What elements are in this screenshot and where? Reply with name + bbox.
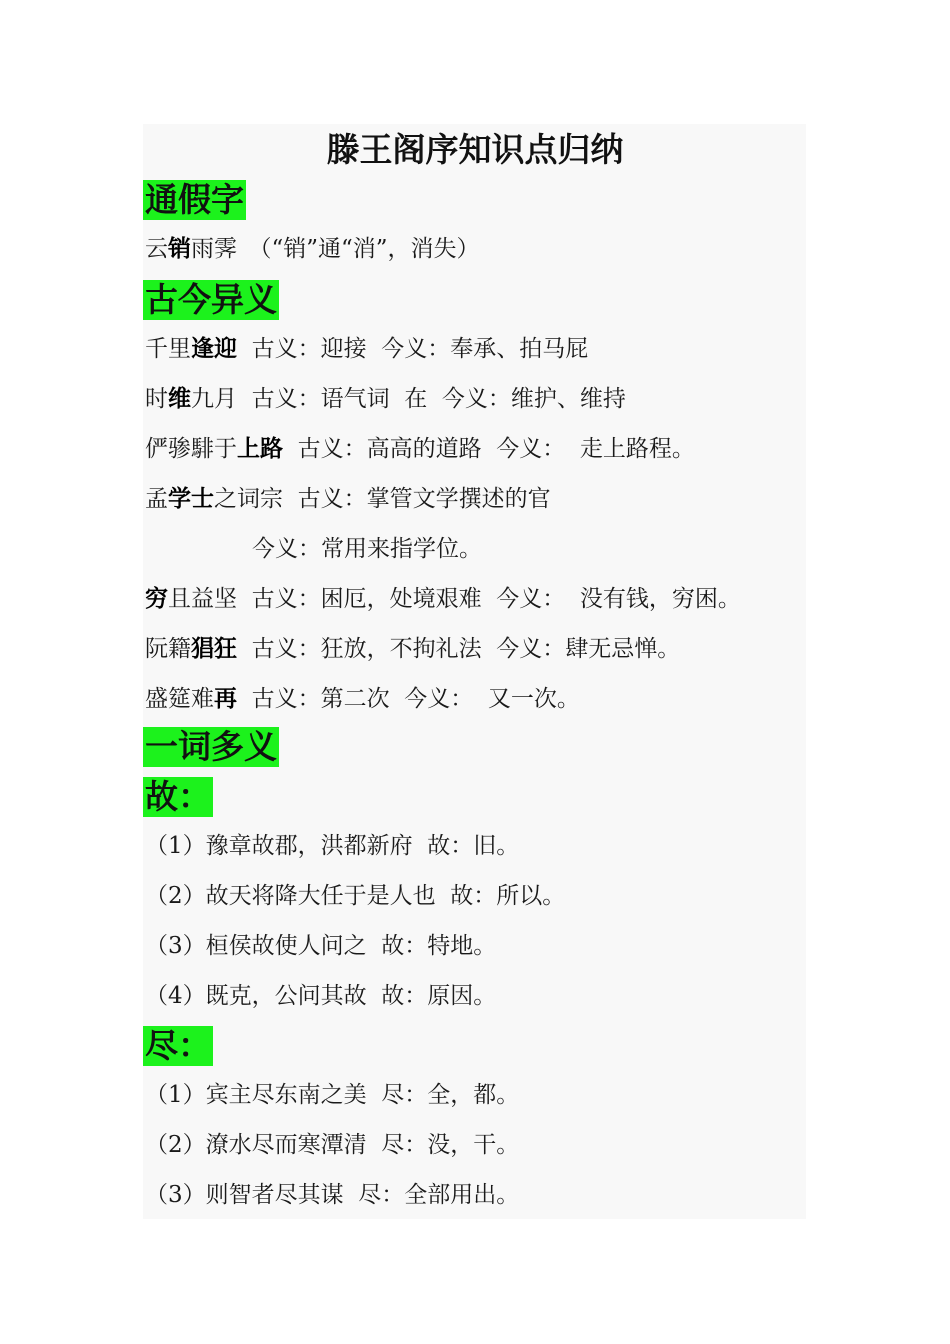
tongjia-line: 云销雨霁 （“销”通“消”，消失）	[145, 236, 480, 262]
gujin-line: 时维九月 古义：语气词 在 今义：维护、维持	[145, 386, 626, 412]
gu-meaning-line: （3）桓侯故使人问之 故：特地。	[145, 933, 497, 959]
subheading-jin: 尽：	[145, 1026, 211, 1065]
section-heading-gujinyiyi: 古今异义	[145, 280, 277, 319]
gujin-line: 阮籍猖狂 古义：狂放，不拘礼法 今义：肆无忌惮。	[145, 636, 681, 662]
gujin-line: 俨骖騑于上路 古义：高高的道路 今义： 走上路程。	[145, 436, 695, 462]
section-heading-yiciduoyi: 一词多义	[145, 727, 277, 766]
gujin-line-continued: 今义：常用来指学位。	[252, 536, 482, 562]
gujin-line: 千里逢迎 古义：迎接 今义：奉承、拍马屁	[145, 336, 589, 362]
gujin-line: 穷且益坚 古义：困厄，处境艰难 今义： 没有钱，穷困。	[145, 586, 741, 612]
jin-meaning-line: （3）则智者尽其谋 尽：全部用出。	[145, 1182, 520, 1208]
jin-meaning-line: （2）潦水尽而寒潭清 尽：没，干。	[145, 1132, 520, 1158]
gujin-line: 孟学士之词宗 古义：掌管文学撰述的官	[145, 486, 551, 512]
gu-meaning-line: （2）故天将降大任于是人也 故：所以。	[145, 883, 566, 909]
gu-meaning-line: （4）既克，公问其故 故：原因。	[145, 983, 497, 1009]
section-heading-tongjiazi: 通假字	[145, 180, 244, 219]
page-title: 滕王阁序知识点归纳	[326, 130, 624, 169]
jin-meaning-line: （1）宾主尽东南之美 尽：全，都。	[145, 1082, 520, 1108]
gu-meaning-line: （1）豫章故郡，洪都新府 故：旧。	[145, 833, 520, 859]
gujin-line: 盛筵难再 古义：第二次 今义： 又一次。	[145, 686, 580, 712]
subheading-gu: 故：	[145, 777, 211, 816]
